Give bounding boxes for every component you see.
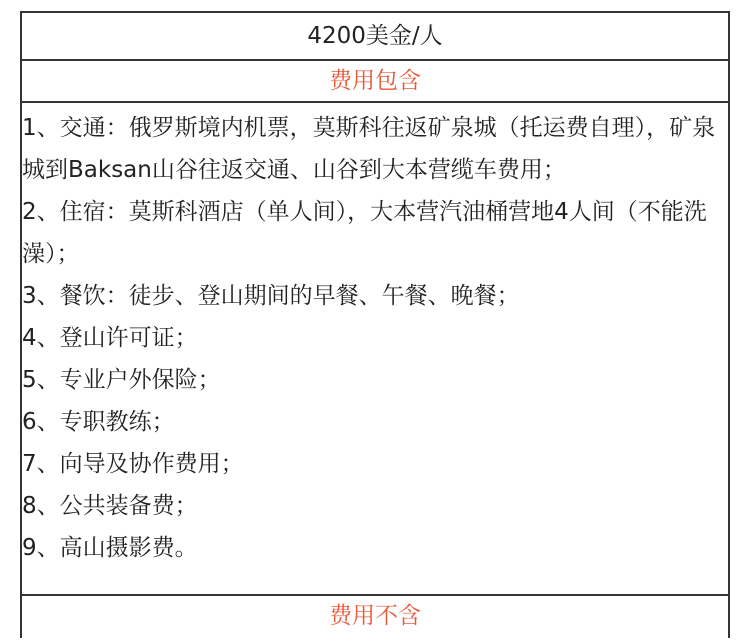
included-list <box>22 103 728 596</box>
included-item: 3、餐饮：徒步、登山期间的早餐、午餐、晚餐； <box>22 283 520 309</box>
included-item: 4、登山许可证； <box>22 325 198 351</box>
excluded-header: 费用不含 <box>329 603 421 629</box>
included-header: 费用包含 <box>22 61 728 103</box>
pricing-table <box>20 11 730 638</box>
included-item: 6、专职教练； <box>22 409 175 435</box>
included-item: 7、向导及协作费用； <box>22 451 244 477</box>
included-item: 1、交通：俄罗斯境内机票，莫斯科往返矿泉城（托运费自理），矿泉城到Baksan山谷往返交通、山谷到大本营缆车费用； <box>22 115 716 183</box>
included-item: 5、专业户外保险； <box>22 367 221 393</box>
included-item: 9、高山摄影费。 <box>22 535 198 561</box>
included-item: 8、公共装备费； <box>22 493 198 519</box>
included-item: 2、住宿：莫斯科酒店（单人间），大本营汽油桶营地4人间（不能洗澡）； <box>22 199 707 267</box>
price-row: 4200美金/人 <box>22 13 728 61</box>
